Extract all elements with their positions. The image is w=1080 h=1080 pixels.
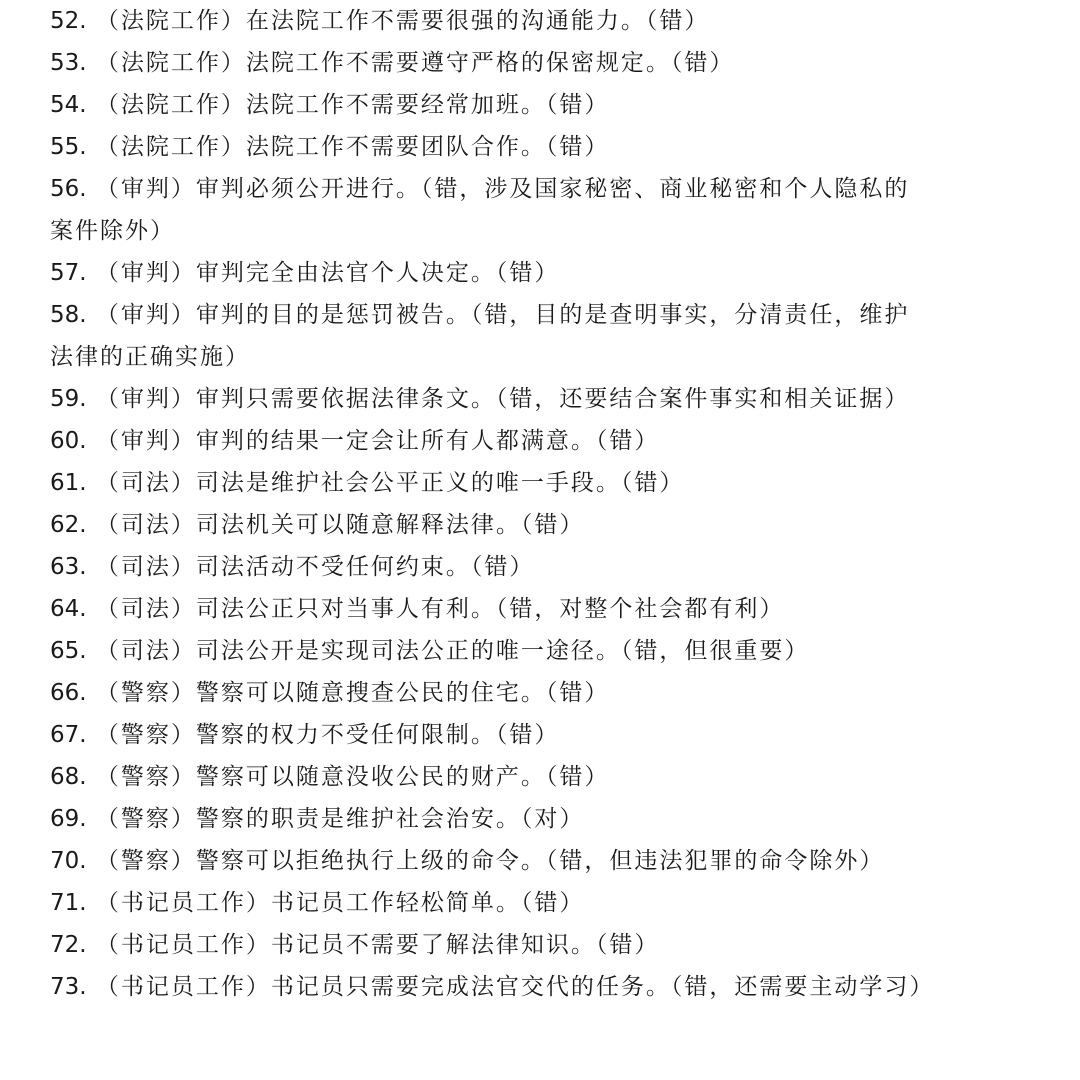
item-text: （司法）司法机关可以随意解释法律。（错） [95,512,585,538]
item-text: （警察）警察可以拒绝执行上级的命令。（错，但违法犯罪的命令除外） [95,848,885,874]
item-number: 56. [50,176,87,202]
item-number: 70. [50,848,87,874]
item-text: （司法）司法活动不受任何约束。（错） [95,554,535,580]
item-number: 55. [50,134,87,160]
item-text: （警察）警察可以随意搜查公民的住宅。（错） [95,680,610,706]
list-item [50,966,1060,1008]
item-number: 53. [50,50,87,76]
item-text: （审判）审判只需要依据法律条文。（错，还要结合案件事实和相关证据） [95,386,910,412]
item-number: 58. [50,302,87,328]
item-number: 68. [50,764,87,790]
list-item [50,630,1060,672]
item-number: 64. [50,596,87,622]
list-item [50,840,1060,882]
item-number: 73. [50,974,87,1000]
item-number: 54. [50,92,87,118]
item-text: （警察）警察可以随意没收公民的财产。（错） [95,764,610,790]
item-number: 72. [50,932,87,958]
list-item [50,546,1060,588]
item-number: 61. [50,470,87,496]
list-item [50,252,1060,294]
item-text: （法院工作）在法院工作不需要很强的沟通能力。（错） [95,8,710,34]
list-item [50,168,1060,252]
item-text: （司法）司法公开是实现司法公正的唯一途径。（错，但很重要） [95,638,810,664]
item-text-continued: 法律的正确实施） [50,344,250,370]
list-item [50,588,1060,630]
list-item [50,84,1060,126]
list-item [50,756,1060,798]
item-text: （司法）司法公正只对当事人有利。（错，对整个社会都有利） [95,596,785,622]
item-number: 65. [50,638,87,664]
list-item [50,378,1060,420]
item-text: （书记员工作）书记员工作轻松简单。（错） [95,890,585,916]
list-item [50,462,1060,504]
item-text: （法院工作）法院工作不需要团队合作。（错） [95,134,610,160]
item-text: （审判）审判的目的是惩罚被告。（错，目的是查明事实，分清责任，维护 [95,302,910,328]
item-number: 62. [50,512,87,538]
item-number: 71. [50,890,87,916]
item-number: 52. [50,8,87,34]
item-text: （司法）司法是维护社会公平正义的唯一手段。（错） [95,470,685,496]
item-text-continued: 案件除外） [50,218,175,244]
question-list [50,0,1060,1008]
item-number: 60. [50,428,87,454]
list-item [50,924,1060,966]
list-item [50,0,1060,42]
item-text: （审判）审判完全由法官个人决定。（错） [95,260,560,286]
item-number: 69. [50,806,87,832]
item-text: （警察）警察的职责是维护社会治安。（对） [95,806,585,832]
item-number: 59. [50,386,87,412]
item-number: 66. [50,680,87,706]
list-item [50,504,1060,546]
item-text: （书记员工作）书记员只需要完成法官交代的任务。（错，还需要主动学习） [95,974,935,1000]
item-text: （法院工作）法院工作不需要经常加班。（错） [95,92,610,118]
list-item [50,126,1060,168]
item-number: 63. [50,554,87,580]
list-item [50,882,1060,924]
list-item [50,798,1060,840]
item-text: （法院工作）法院工作不需要遵守严格的保密规定。（错） [95,50,735,76]
list-item [50,714,1060,756]
list-item [50,294,1060,378]
item-text: （书记员工作）书记员不需要了解法律知识。（错） [95,932,660,958]
item-text: （审判）审判必须公开进行。（错，涉及国家秘密、商业秘密和个人隐私的 [95,176,910,202]
item-text: （警察）警察的权力不受任何限制。（错） [95,722,560,748]
item-number: 57. [50,260,87,286]
list-item [50,672,1060,714]
item-number: 67. [50,722,87,748]
list-item [50,42,1060,84]
list-item [50,420,1060,462]
item-text: （审判）审判的结果一定会让所有人都满意。（错） [95,428,660,454]
